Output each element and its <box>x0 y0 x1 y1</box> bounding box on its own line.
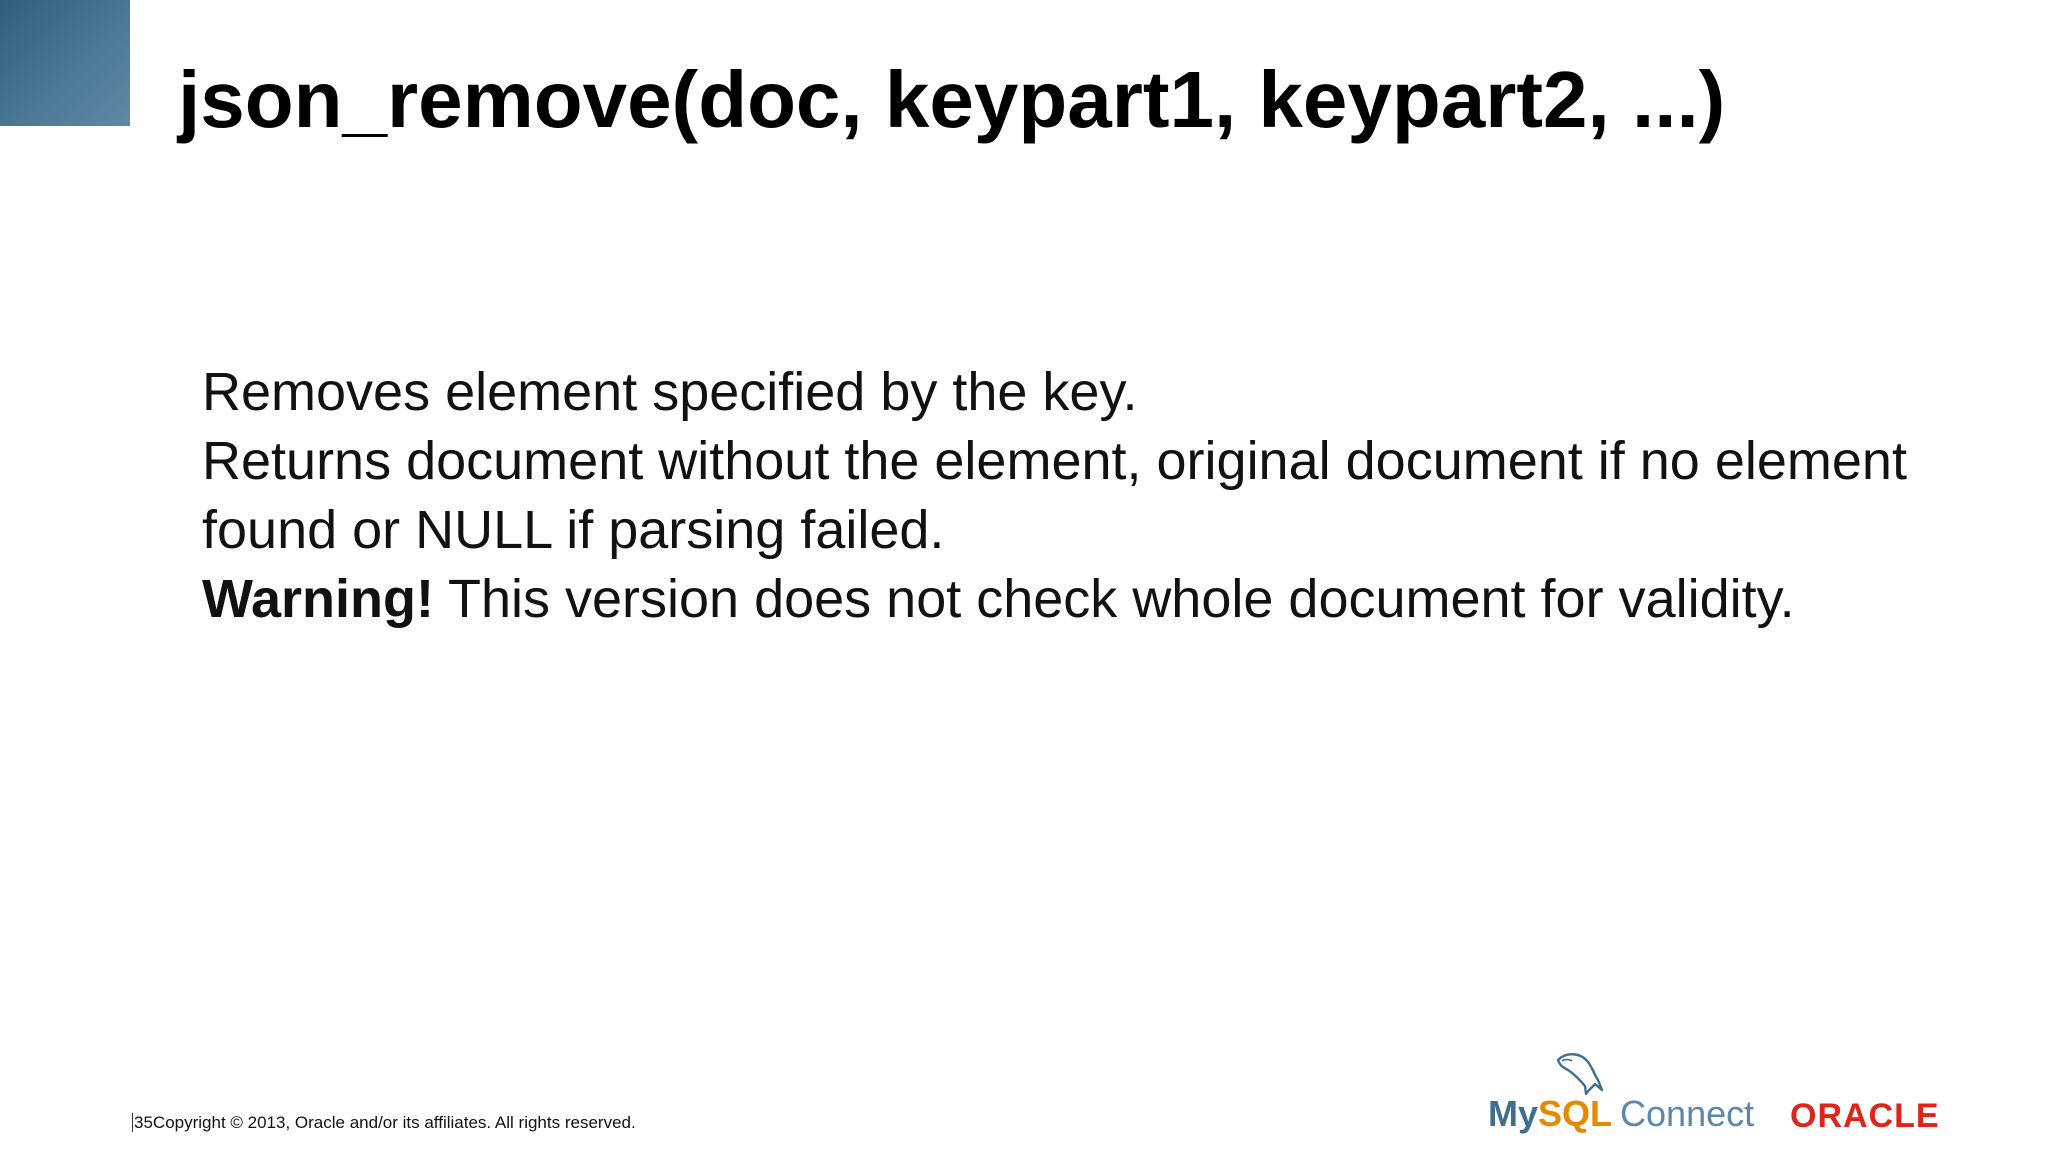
warning-text: This version does not check whole document for validity. <box>433 569 1795 629</box>
mysql-connect-wordmark <box>1488 1094 1754 1134</box>
body-line-1: Removes element specified by the key. <box>202 362 1138 422</box>
mysql-connect: Connect <box>1620 1093 1755 1134</box>
dolphin-icon <box>1552 1050 1604 1098</box>
oracle-logo: ORACLE <box>1790 1097 1940 1135</box>
copyright-text: Copyright © 2013, Oracle and/or its affiliates. All rights reserved. <box>152 1113 636 1132</box>
warning-label: Warning! <box>202 569 434 629</box>
warning-line <box>202 565 2022 634</box>
corner-accent-block <box>0 0 130 126</box>
mysql-connect-logo <box>1488 1050 1755 1140</box>
slide-footer <box>132 1112 636 1134</box>
mysql-my: My <box>1488 1093 1539 1134</box>
body-line-2: Returns document without the element, original document if no element <box>202 431 1907 491</box>
slide-title: json_remove(doc, keypart1, keypart2, ...) <box>178 55 1726 144</box>
body-line-3: found or NULL if parsing failed. <box>202 500 945 560</box>
slide-body <box>202 358 2022 634</box>
mysql-sql: SQL <box>1538 1093 1613 1134</box>
slide-number: 35 <box>134 1113 153 1132</box>
